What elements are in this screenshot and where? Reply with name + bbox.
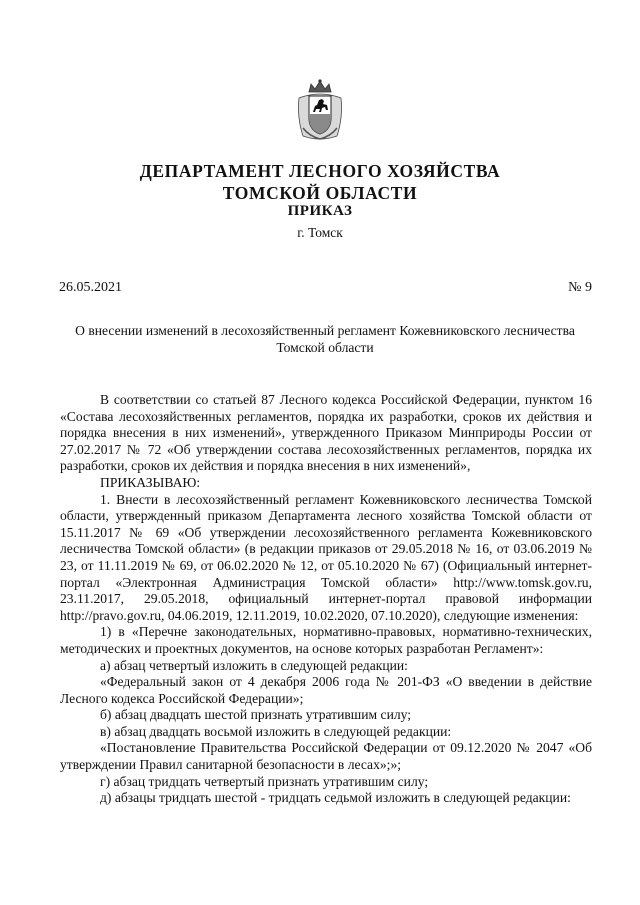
department-name-line1: ДЕПАРТАМЕНТ ЛЕСНОГО ХОЗЯЙСТВА: [139, 161, 501, 181]
tomsk-coat-of-arms-icon: [295, 78, 345, 144]
body-paragraph: «Постановление Правительства Российской Федерации от 09.12.2020 № 2047 «Об утверждении Правил санитарной безопасности в лесах»;»;: [60, 740, 592, 773]
document-subject: О внесении изменений в лесохозяйственный регламент Кожевниковского лесничества Томской области: [75, 323, 575, 355]
body-paragraph: «Федеральный закон от 4 декабря 2006 года № 201-ФЗ «О введении в действие Лесного кодекса Российской Федерации»;: [60, 674, 592, 706]
document-number: № 9: [568, 280, 592, 295]
document-body: [60, 392, 592, 807]
body-paragraph: д) абзацы тридцать шестой - тридцать седьмой изложить в следующей редакции:: [100, 790, 571, 806]
preamble-paragraph: В соответствии со статьей 87 Лесного кодекса Российской Федерации, пунктом 16 «Состава лесохозяйственных регламентов, порядка их разработки, сроков их действия и порядка внесения в них изменений», утвержденного Приказом Минприроды России от 27.02.2017 № 72 «Об утверждении состава лесохозяйственных регламентов, порядка их разработки, сроков их действия и порядка внесения в них изменений»,: [60, 392, 592, 474]
document-city: г. Томск: [297, 225, 343, 240]
body-paragraph: в) абзац двадцать восьмой изложить в следующей редакции:: [100, 723, 452, 739]
body-paragraph: б) абзац двадцать шестой признать утратившим силу;: [100, 707, 412, 723]
department-name-line2: ТОМСКОЙ ОБЛАСТИ: [222, 183, 418, 203]
body-paragraph: г) абзац тридцать четвертый признать утратившим силу;: [100, 773, 429, 789]
body-paragraph: 1. Внести в лесохозяйственный регламент Кожевниковского лесничества Томской области, утвержденный приказом Департамента лесного хозяйства Томской области от 15.11.2017 № 69 «Об утверждении лесохозяйственного регламента Кожевниковского лесничества Томской области» (в редакции приказов от 29.05.2018 № 16, от 03.06.2019 № 23, от 11.11.2019 № 69, от 06.02.2020 № 12, от 05.10.2020 № 67) (Официальный интернет-портал «Электронная Администрация Томской области» http://www.tomsk.gov.ru, 23.11.2017, 29.05.2018, официальный интернет-портал правовой информации http://pravo.gov.ru, 04.06.2019, 12.11.2019, 10.02.2020, 07.10.2020), следующие изменения:: [60, 491, 592, 623]
body-paragraph: 1) в «Перечне законодательных, нормативно-правовых, нормативно-технических, методических и проектных документов, на основе которых разработан Регламент»:: [60, 624, 592, 656]
document-type: ПРИКАЗ: [287, 203, 353, 219]
document-date: 26.05.2021: [59, 280, 122, 295]
order-word: ПРИКАЗЫВАЮ:: [100, 474, 201, 490]
body-paragraph: а) абзац четвертый изложить в следующей редакции:: [100, 657, 408, 673]
